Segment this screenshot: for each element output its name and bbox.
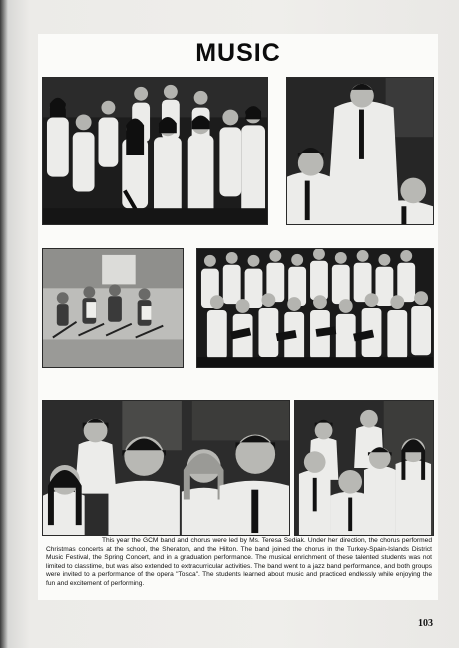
photo-students-portrait bbox=[42, 400, 290, 536]
page-title: MUSIC bbox=[195, 39, 281, 67]
photo-chorus-risers bbox=[42, 77, 268, 225]
photo-band-rehearsal bbox=[42, 248, 184, 368]
caption-text: This year the GCM band and chorus were led by Ms. Teresa Sediak. Under her direction, the chorus performed Christmas concerts at the school, the Sheraton, and the Hilton. The band joined the chorus in the Turkey-Spain-Islands District Music Festival, the Spring Concert, and in a graduation performance. The musical enrichment of these talented students was not limited to classtime, but was also extended to extracurricular activities. The band went to a jazz band performance, and both groups were invited to a performance of the opera "Tosca". The students learned about music and practiced endlessly while enjoying the fun and excitement of performing. bbox=[46, 537, 432, 587]
photo-students-group bbox=[294, 400, 434, 536]
photo-chorus-folders bbox=[196, 248, 434, 368]
page-number: 103 bbox=[418, 618, 433, 629]
page-content bbox=[38, 34, 438, 600]
photo-two-singers bbox=[286, 77, 434, 225]
